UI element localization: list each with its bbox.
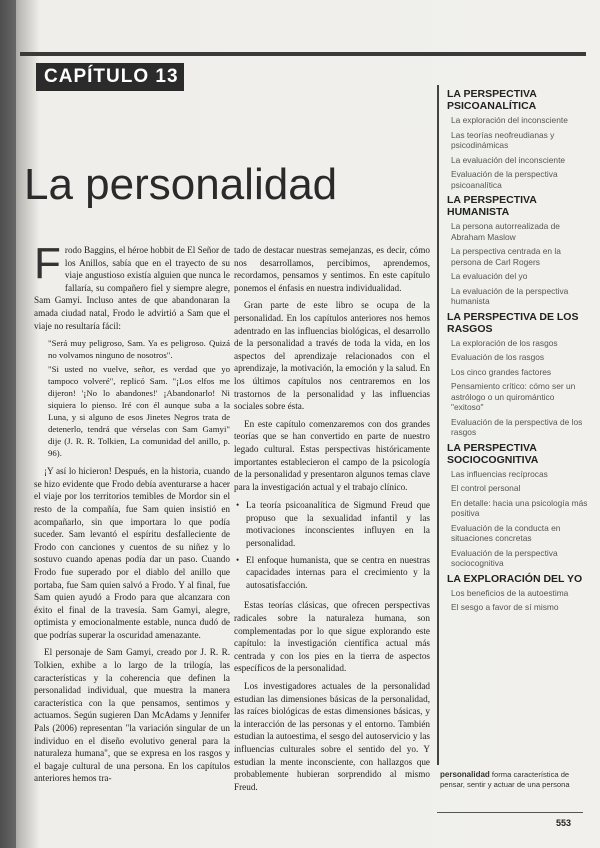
glossary-term: personalidad	[440, 770, 490, 779]
page-number: 553	[556, 818, 572, 828]
outline-item: Los cinco grandes factores	[451, 366, 552, 377]
paragraph: Gran parte de este libro se ocupa de la personalidad. En los capítulos anteriores nos hemos adentrado en las influencias biológicas, el desarrollo de la personalidad a través de toda la vida, en los aspectos del aprendizaje relacionados con el aprendizaje, la motivación, la emoción y la salud. En los últimos capítulos nos centraremos en los trastornos de la personalidad y las influencias sociales sobre ésta.	[234, 300, 430, 412]
quote-line: "Si usted no vuelve, señor, es verdad que yo tampoco volveré", replicó Sam. "¡Los elfos me dijeron! '¡No lo abandones!' ¡Abandonarlo! Ni siquiera lo pienso. Iré con él aunque suba a la Luna, y si alguno de esos Jinetes Negros trata de detenerlo, tendrá que vérselas con Sam Gamyi" dije (J. R. R. Tolkien, La comunidad del anillo, p. 96).	[48, 364, 230, 459]
outline-item: La exploración del inconsciente	[451, 115, 568, 125]
outline-section-title: LA PERSPECTIVA DE LOS RASGOS	[447, 310, 579, 335]
outline-section-title: LA PERSPECTIVA PSICOANALÍTICA	[447, 88, 537, 112]
paragraph: El personaje de Sam Gamyi, creado por J. R. R. Tolkien, exhibe a lo largo de la trilogía, las características y la coherencia que definen la personalidad individual, que muestra la manera característica con la que pensamos, sentimos y actuamos. Según sugieren Dan McAdams y Jennifer Pals (2006) representan "la variación singular de un individuo en el diseño evolutivo general para la naturaleza humana", que se expresa en los rasgos y el bagaje cultural de una persona. En los capítulos anteriores hemos tra-	[34, 647, 230, 784]
paragraph: rodo Baggins, el héroe hobbit de El Señor de los Anillos, sabía que en el trayecto de su viaje angustioso existía alguien que nunca le fallaría, su compañero fiel y siempre alegre, Sam Gamyi. Incluso antes de que abandonaran la amada ciudad natal, Frodo le advirtió a Sam que el viaje no resultaría fácil:	[34, 245, 230, 331]
outline-section-title: LA EXPLORACIÓN DEL YO	[447, 572, 583, 585]
outline-item: La evaluación de la perspectiva humanista	[451, 285, 569, 306]
outline-section	[447, 194, 588, 307]
outline-section-title: LA PERSPECTIVA HUMANISTA	[447, 194, 537, 218]
bullet-list	[234, 499, 430, 591]
quote-line: "Será muy peligroso, Sam. Ya es peligroso. Quizá no volvamos ninguno de nosotros".	[48, 338, 230, 361]
outline-item: La evaluación del yo	[451, 271, 528, 281]
block-quote	[48, 337, 230, 459]
chapter-label: CAPÍTULO 13	[36, 63, 184, 91]
scan-binding-shadow	[0, 0, 16, 848]
outline-section-title: LA PERSPECTIVA SOCIOCOGNITIVA	[447, 441, 539, 466]
outline-item: Las influencias recíprocas	[451, 468, 548, 479]
outline-item: Pensamiento crítico: cómo ser un astrólogo o un quiromántico "exitoso"	[451, 381, 576, 412]
outline-item: Los beneficios de la autoestima	[451, 587, 569, 598]
drop-cap: F	[34, 239, 61, 288]
outline-section	[447, 442, 588, 569]
paragraph: ¡Y así lo hicieron! Después, en la historia, cuando se hizo evidente que Frodo debía aventurarse a hacer el viaje por los territorios temibles de Mordor sin el resto de la compañía, fue Sam quien insistió en acompañarlo, sin que importara lo que podía suceder. Sam levantó el espíritu desfalleciente de Frodo con canciones y cuentos de su niñez y lo sostuvo cuando apenas podía dar un paso. Cuando Frodo fue superado por el diablo del anillo que portaba, fue Sam quien salvó a Frodo. Y al final, fue Sam quien ayudó a Frodo para que alcanzara con éxito el final de la travesía. Sam Gamyi, alegre, optimista y emocionalmente estable, nunca dudó de que podrías superar la oscuridad amenazante.	[34, 466, 230, 640]
glossary-text: forma característica de pensar, sentir y actuar de una persona	[440, 770, 570, 789]
outline-item: La evaluación del inconsciente	[451, 154, 566, 165]
outline-section	[447, 88, 588, 190]
outline-item: El sesgo a favor de sí mismo	[451, 602, 559, 612]
header-rule	[20, 52, 586, 56]
paragraph: Estas teorías clásicas, que ofrecen perspectivas radicales sobre la naturaleza humana, son complementadas por lo que sigue explorando este capítulo: la investigación científica actual más centrada y con los pies en la tierra de aspectos específicos de la personalidad.	[234, 600, 430, 674]
outline-item: El control personal	[451, 483, 521, 493]
outline-item: La persona autorrealizada de Abraham Maslow	[451, 221, 560, 242]
outline-item: Evaluación de la perspectiva sociocognitiva	[451, 547, 558, 568]
outline-item: En detalle: hacia una psicología más positiva	[451, 497, 588, 518]
outline-item: La exploración de los rasgos	[451, 337, 558, 348]
outline-item: Evaluación de los rasgos	[451, 352, 545, 362]
paragraph: tado de destacar nuestras semejanzas, es decir, cómo nos desarrollamos, percibimos, aprendemos, recordamos, pensamos y sentimos. En este capítulo ponemos el énfasis en nuestra individualidad.	[234, 245, 430, 293]
outline-section	[447, 573, 588, 613]
outline-item: La perspectiva centrada en la persona de Carl Rogers	[451, 246, 561, 267]
outline-item: Evaluación de la perspectiva psicoanalítica	[451, 169, 558, 190]
bullet-item: • El enfoque humanista, que se centra en nuestras capacidades internas para el crecimiento y la autosatisfacción.	[234, 554, 430, 592]
outline-item: Las teorías neofreudianas y psicodinámicas	[451, 129, 555, 150]
text-column-middle	[234, 244, 430, 798]
paragraph: En este capítulo comenzaremos con dos grandes teorías que se han convertido en parte de nuestro legado cultural. Estas perspectivas históricamente importantes establecieron el campo de la psicología de la personalidad y presentaron algunos temas clave para la investigación actual y el trabajo clínico.	[234, 418, 430, 492]
paragraph: Los investigadores actuales de la personalidad estudian las dimensiones básicas de la personalidad, las raíces biológicas de estas dimensiones básicas, y la interacción de las personas y el entorno. También estudian la autoestima, el sesgo del autoservicio y las influencias culturales sobre el sentido del yo. Y estudian la mente inconsciente, con hallazgos que probablemente hubieran sorprendido al mismo Freud.	[234, 681, 430, 792]
outline-item: Evaluación de la perspectiva de los rasgos	[451, 416, 583, 437]
footer-rule	[437, 812, 583, 813]
chapter-outline-sidebar	[437, 85, 588, 765]
text-column-left	[34, 239, 230, 790]
glossary-definition	[440, 770, 580, 790]
bullet-item: • La teoría psicoanalítica de Sigmund Freud que propuso que la sexualidad infantil y las motivaciones inconscientes influyen en la personalidad.	[234, 499, 430, 549]
chapter-title: La personalidad	[24, 160, 338, 209]
outline-section	[447, 311, 588, 438]
outline-item: Evaluación de la conducta en situaciones concretas	[451, 522, 561, 543]
